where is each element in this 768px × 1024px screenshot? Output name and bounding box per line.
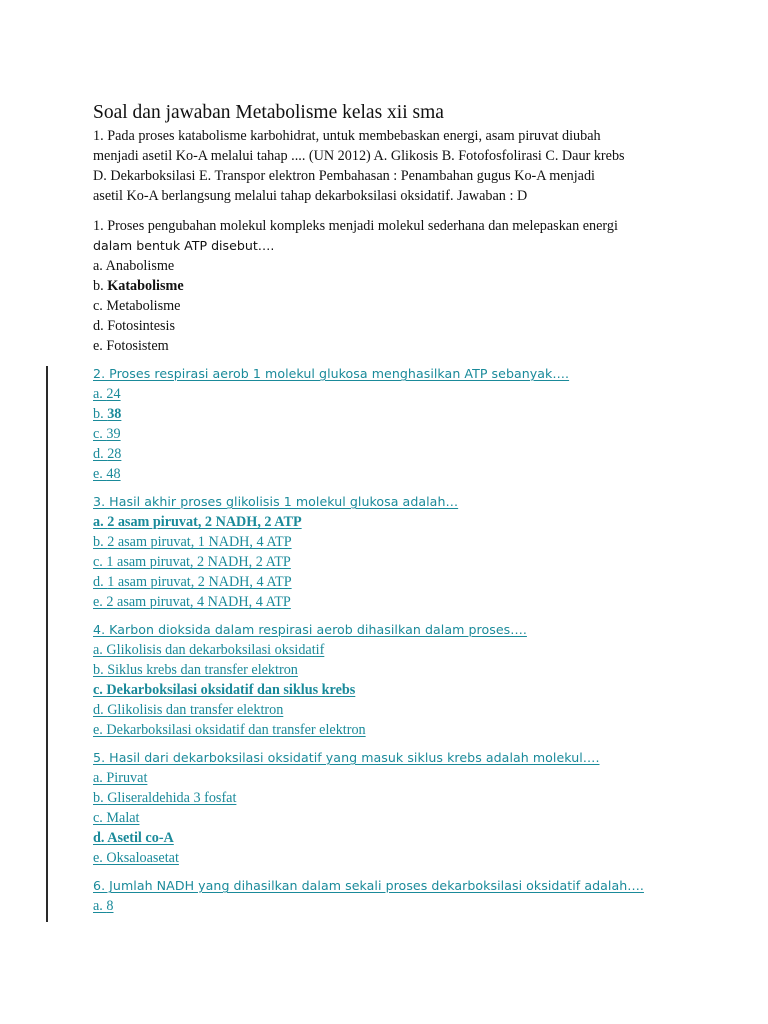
question-1-text-cont: dalam bentuk ATP disebut….: [93, 238, 275, 253]
option-c-link[interactable]: [93, 552, 693, 572]
document-content: [93, 100, 693, 916]
question-2-link[interactable]: 2. Proses respirasi aerob 1 molekul glukosa menghasilkan ATP sebanyak….: [93, 366, 570, 381]
option-text: 39: [106, 426, 121, 442]
option-label: b.: [93, 790, 108, 806]
option-e: [93, 336, 693, 356]
option-text: Siklus krebs dan transfer elektron: [107, 662, 298, 678]
option-e-link[interactable]: [93, 464, 693, 484]
option-label: e.: [93, 722, 107, 738]
option-b-link[interactable]: [93, 404, 693, 424]
option-text: Dekarboksilasi oksidatif dan transfer elektron: [106, 722, 366, 738]
option-label: a.: [93, 386, 107, 402]
option-text: 2 asam piruvat, 4 NADH, 4 ATP: [106, 594, 291, 610]
option-e-link[interactable]: [93, 848, 693, 868]
option-b-link[interactable]: [93, 660, 693, 680]
option-label: a.: [93, 514, 108, 530]
intro-line: 1. Pada proses katabolisme karbohidrat, untuk membebaskan energi, asam piruvat diubah: [93, 128, 601, 144]
option-a: [93, 256, 693, 276]
option-label: d.: [93, 574, 108, 590]
option-d-link[interactable]: [93, 444, 693, 464]
option-d: [93, 316, 693, 336]
option-text: Fotosintesis: [107, 318, 175, 334]
option-b-link[interactable]: [93, 532, 693, 552]
page-title: Soal dan jawaban Metabolisme kelas xii sma: [93, 102, 444, 123]
question-4: [93, 620, 693, 740]
option-label: e.: [93, 466, 107, 482]
option-text: 38: [107, 406, 122, 422]
intro-line: menjadi asetil Ko-A melalui tahap .... (UN 2012) A. Glikosis B. Fotofosfolirasi C. Daur krebs: [93, 148, 625, 164]
option-label: b.: [93, 278, 108, 294]
intro-line: asetil Ko-A berlangsung melalui tahap dekarboksilasi oksidatif. Jawaban : D: [93, 188, 528, 204]
question-3-link[interactable]: 3. Hasil akhir proses glikolisis 1 molekul glukosa adalah…: [93, 494, 459, 509]
option-text: Glikolisis dan transfer elektron: [107, 702, 284, 718]
option-text: 1 asam piruvat, 2 NADH, 2 ATP: [106, 554, 291, 570]
option-label: c.: [93, 554, 107, 570]
question-1-text: 1. Proses pengubahan molekul kompleks menjadi molekul sederhana dan melepaskan energi: [93, 218, 618, 234]
question-2: [93, 364, 693, 484]
question-4-link[interactable]: 4. Karbon dioksida dalam respirasi aerob dihasilkan dalam proses….: [93, 622, 527, 637]
option-text: Oksaloasetat: [106, 850, 179, 866]
option-label: a.: [93, 258, 106, 274]
option-text: Malat: [106, 810, 140, 826]
option-text: 28: [107, 446, 122, 462]
option-text: 24: [106, 386, 121, 402]
option-a-link[interactable]: [93, 384, 693, 404]
option-label: d.: [93, 318, 108, 334]
option-label: a.: [93, 898, 107, 914]
option-label: d.: [93, 446, 108, 462]
option-label: d.: [93, 702, 108, 718]
option-label: b.: [93, 534, 108, 550]
option-text: 1 asam piruvat, 2 NADH, 4 ATP: [107, 574, 292, 590]
option-d-link[interactable]: [93, 700, 693, 720]
option-text: Dekarboksilasi oksidatif dan siklus krebs: [106, 682, 356, 698]
option-text: Fotosistem: [106, 338, 169, 354]
option-label: c.: [93, 810, 107, 826]
option-a-link[interactable]: [93, 896, 693, 916]
option-text: Metabolisme: [106, 298, 181, 314]
option-c: [93, 296, 693, 316]
option-label: b.: [93, 662, 108, 678]
option-d-link[interactable]: [93, 828, 693, 848]
option-label: b.: [93, 406, 108, 422]
option-text: 2 asam piruvat, 1 NADH, 4 ATP: [107, 534, 292, 550]
option-a-link[interactable]: [93, 512, 693, 532]
option-a-link[interactable]: [93, 768, 693, 788]
option-c-link[interactable]: [93, 808, 693, 828]
question-3: [93, 492, 693, 612]
option-text: Anabolisme: [105, 258, 175, 274]
question-6: [93, 876, 693, 916]
option-c-link[interactable]: [93, 424, 693, 444]
intro-paragraph: [93, 126, 693, 206]
option-e-link[interactable]: [93, 720, 693, 740]
option-text: 48: [106, 466, 121, 482]
option-text: Katabolisme: [107, 278, 184, 294]
option-text: 8: [106, 898, 114, 914]
option-label: d.: [93, 830, 108, 846]
option-a-link[interactable]: [93, 640, 693, 660]
question-6-link[interactable]: 6. Jumlah NADH yang dihasilkan dalam sekali proses dekarboksilasi oksidatif adalah….: [93, 878, 644, 893]
option-text: Glikolisis dan dekarboksilasi oksidatif: [106, 642, 325, 658]
option-text: Piruvat: [106, 770, 148, 786]
option-label: a.: [93, 770, 107, 786]
option-label: a.: [93, 642, 107, 658]
intro-line: D. Dekarboksilasi E. Transpor elektron Pembahasan : Penambahan gugus Ko-A menjadi: [93, 168, 595, 184]
option-b-link[interactable]: [93, 788, 693, 808]
option-d-link[interactable]: [93, 572, 693, 592]
option-label: c.: [93, 426, 107, 442]
option-label: e.: [93, 850, 107, 866]
option-label: c.: [93, 298, 107, 314]
option-c-link[interactable]: [93, 680, 693, 700]
option-e-link[interactable]: [93, 592, 693, 612]
option-text: Gliseraldehida 3 fosfat: [107, 790, 237, 806]
side-bar-line: [46, 366, 48, 922]
question-5-link[interactable]: 5. Hasil dari dekarboksilasi oksidatif yang masuk siklus krebs adalah molekul….: [93, 750, 600, 765]
option-text: 2 asam piruvat, 2 NADH, 2 ATP: [107, 514, 302, 530]
option-label: c.: [93, 682, 107, 698]
option-text: Asetil co-A: [107, 830, 174, 846]
question-1: [93, 216, 693, 356]
option-label: e.: [93, 594, 107, 610]
option-b-correct: [93, 276, 693, 296]
option-label: e.: [93, 338, 107, 354]
question-5: [93, 748, 693, 868]
